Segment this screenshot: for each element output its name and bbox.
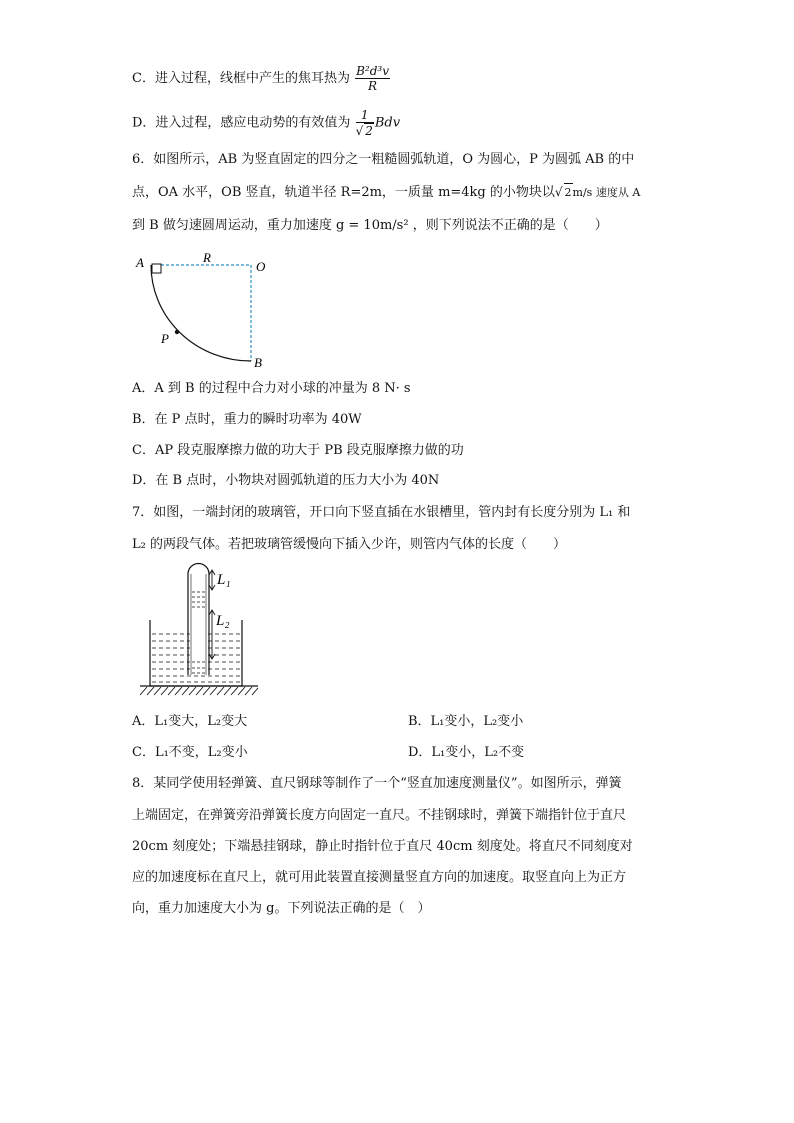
q6-option-a: A．A 到 B 的过程中合力对小球的冲量为 8 N· s (132, 381, 411, 396)
q6-stem-line-2-tail: m/s 速度从 A (572, 186, 641, 199)
label-l1: L₁ (217, 572, 231, 588)
label-b: B (254, 355, 262, 370)
point-p-dot (175, 330, 179, 334)
label-l2: L₂ (216, 613, 230, 629)
q8-stem-line-2: 上端固定，在弹簧旁沿弹簧长度方向固定一直尺。不挂钢球时，弹簧下端指针位于直尺 (132, 808, 627, 823)
fraction-denominator: R (368, 79, 378, 93)
q7-tube-figure (130, 562, 270, 702)
block-square (152, 264, 161, 273)
q6-option-b: B．在 P 点时，重力的瞬时功率为 40W (132, 412, 362, 427)
fraction (356, 108, 374, 138)
q5-option-d-tail: Bdv (374, 115, 401, 131)
q7-stem-line-1: 7．如图，一端封闭的玻璃管，开口向下竖直插在水银槽里，管内封有长度分别为 L₁ 和 (132, 505, 631, 520)
label-o: O (256, 259, 266, 274)
q5-option-d (132, 108, 400, 138)
q6-stem-line-1: 6．如图所示，AB 为竖直固定的四分之一粗糙圆弧轨道，O 为圆心，P 为圆弧 AB 的中 (132, 152, 635, 167)
q7-option-c: C．L₁不变，L₂变小 (132, 745, 248, 760)
q8-stem-line-3: 20cm 刻度处；下端悬挂钢球，静止时指针位于直尺 40cm 刻度处。将直尺不同刻度对 (132, 839, 633, 854)
q6-stem-line-2: 点，OA 水平，OB 竖直，轨道半径 R=2m，一质量 m=4kg 的小物块以√ 2m/s 速度从 A (132, 185, 641, 200)
q7-option-b: B．L₁变小，L₂变小 (408, 714, 524, 729)
q6-stem-line-2-text: 点，OA 水平，OB 竖直，轨道半径 R=2m，一质量 m=4kg 的小物块以 (132, 185, 555, 200)
q5-option-c (132, 64, 391, 93)
tube-interior (190, 571, 207, 675)
quarter-arc-track (151, 265, 251, 361)
fraction (355, 64, 390, 93)
label-p: P (161, 331, 169, 346)
q8-stem-line-1: 8．某同学使用轻弹簧、直尺钢球等制作了一个“竖直加速度测量仪”。如图所示，弹簧 (132, 776, 622, 791)
label-r: R (203, 250, 211, 265)
q6-stem-line-3: 到 B 做匀速圆周运动，重力加速度 g = 10m/s² ，则下列说法不正确的是（ ） (132, 218, 608, 233)
q5-option-d-text: D．进入过程，感应电动势的有效值为 (132, 115, 351, 131)
q8-stem-line-4: 应的加速度标在直尺上，就可用此装置直接测量竖直方向的加速度。取竖直向上为正方 (132, 870, 627, 885)
ground-hatching (140, 687, 258, 695)
fraction-numerator: B²d³v (356, 64, 389, 78)
sqrt-radicand: 2 (365, 124, 373, 138)
q6-arc-figure (130, 250, 280, 370)
fraction-denominator: √ 2 (355, 124, 373, 138)
speed-radicand: 2 (564, 183, 573, 202)
q7-option-a: A．L₁变大，L₂变大 (132, 714, 248, 729)
q6-option-c: C．AP 段克服摩擦力做的功大于 PB 段克服摩擦力做的功 (132, 443, 464, 458)
q5-option-c-text: C．进入过程，线框中产生的焦耳热为 (132, 71, 350, 86)
q8-stem-line-5: 向，重力加速度大小为 g。下列说法正确的是（ ） (132, 901, 431, 916)
q7-stem-line-2: L₂ 的两段气体。若把玻璃管缓慢向下插入少许，则管内气体的长度（ ） (132, 537, 566, 552)
q6-option-d: D．在 B 点时，小物块对圆弧轨道的压力大小为 40N (132, 473, 440, 488)
q7-option-d: D．L₁变小，L₂不变 (408, 745, 525, 760)
label-a: A (136, 255, 144, 270)
fraction-numerator: 1 (356, 108, 374, 123)
